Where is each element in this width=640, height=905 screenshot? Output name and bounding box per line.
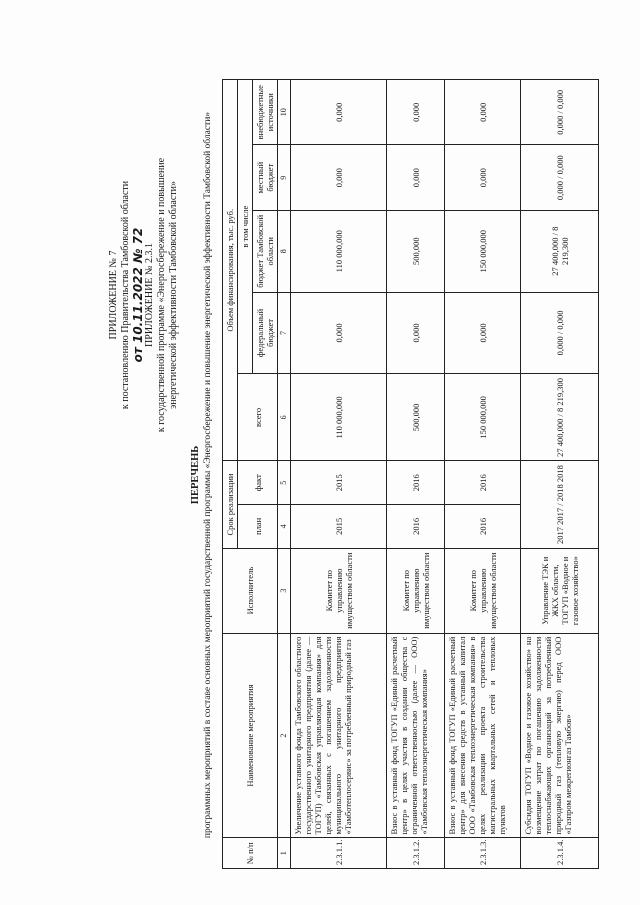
col-number: 7 — [278, 292, 291, 374]
appendix-title: ПРИЛОЖЕНИЕ № 7 — [108, 250, 119, 340]
col-number: 1 — [278, 838, 291, 869]
handwritten-date: от 10.11.2022 № 72 — [131, 227, 145, 363]
col-header-federal: федеральный бюджет — [253, 292, 278, 374]
row-local: 0,000 — [445, 145, 521, 210]
row-offbudget: 0,000 — [387, 80, 445, 146]
col-header-local: местный бюджет — [253, 145, 278, 210]
row-plan: 2015 — [291, 505, 387, 549]
row-total: 110 000,000 — [291, 374, 387, 461]
row-number: 2.3.1.4. — [521, 838, 599, 869]
row-executor: Управление ТЭК и ЖКХ области, ТОГУП «Водное и газовое хозяйство» — [521, 548, 599, 633]
row-regional: 150 000,000 — [445, 210, 521, 292]
row-fact: 2016 — [445, 461, 521, 505]
document-subtitle: программных мероприятий в составе основных мероприятий государственной программы «Энергосбережение и повышение энергетической эффективности Тамбовской области» — [203, 111, 213, 839]
row-offbudget: 0,000 / 0,000 — [521, 80, 599, 146]
row-name: Субсидия ТОГУП «Водное и газовое хозяйство» на возмещение затрат по погашению задолженности теплоснабжающих организаций за потребленный природный газ (тепловую энергию) перед ООО «Газпром межрегионгаз Тамбов» — [521, 633, 599, 838]
row-federal: 0,000 / 0,000 — [521, 292, 599, 374]
rotated-sheet — [100, 75, 580, 875]
col-header-funding: Объем финансирования, тыс. руб. — [223, 80, 238, 461]
col-number: 3 — [278, 548, 291, 633]
col-header-number: № п/п — [223, 838, 278, 869]
row-total: 150 000,000 — [445, 374, 521, 461]
row-offbudget: 0,000 — [291, 80, 387, 146]
row-name: Взнос в уставный фонд ТОГУП «Единый расчетный центр» в целях участия в создании общества с ограниченной ответственностью (далее — ООО) «Тамбовская теплоэнергетическая компания» — [387, 633, 445, 838]
row-name: Увеличение уставного фонда Тамбовского областного государственного унитарного предприятия (далее — ТОГУП) «Тамбовская управляющая компания» для целей, связанных с погашением задолженности муниципального унитарного предприятия «Тамботеплосервис» за потребленный природный газ — [291, 633, 387, 838]
col-number: 4 — [278, 505, 291, 549]
sub-appendix-title: ПРИЛОЖЕНИЕ № 2.3.1 — [144, 243, 155, 347]
col-header-total: всего — [238, 374, 278, 461]
table-row — [387, 80, 445, 869]
row-plan: 2017 2017 / 2018 2018 — [521, 461, 599, 548]
col-number: 5 — [278, 461, 291, 505]
row-regional: 500,000 — [387, 210, 445, 292]
program-ref-2: энергетической эффективности Тамбовской области» — [168, 180, 179, 410]
row-number: 2.3.1.2. — [387, 838, 445, 869]
row-total: 27 400,000 / 8 219,300 — [521, 374, 599, 461]
row-regional: 27 400,000 / 8 219,300 — [521, 210, 599, 292]
col-number: 10 — [278, 80, 291, 146]
row-executor: Комитет по управлению имуществом области — [445, 548, 521, 633]
row-total: 500,000 — [387, 374, 445, 461]
program-ref-1: к государственной программе «Энергосбережение и повышение — [156, 157, 167, 433]
measures-table — [222, 79, 599, 869]
col-header-fact: факт — [238, 461, 278, 505]
row-federal: 0,000 — [445, 292, 521, 374]
col-header-regional: бюджет Тамбовской области — [253, 210, 278, 292]
row-fact: 2015 — [291, 461, 387, 505]
appendix-header — [108, 85, 180, 505]
row-number: 2.3.1.1. — [291, 838, 387, 869]
row-local: 0,000 — [291, 145, 387, 210]
col-number: 9 — [278, 145, 291, 210]
col-number: 6 — [278, 374, 291, 461]
col-header-offbudget: внебюджетные источники — [253, 80, 278, 146]
col-header-executor: Исполнитель — [223, 548, 278, 633]
row-plan: 2016 — [387, 505, 445, 549]
row-federal: 0,000 — [387, 292, 445, 374]
row-fact: 2016 — [387, 461, 445, 505]
row-federal: 0,000 — [291, 292, 387, 374]
row-local: 0,000 / 0,000 — [521, 145, 599, 210]
col-header-including: в том числе — [238, 80, 253, 374]
col-number: 8 — [278, 210, 291, 292]
decree-ref: к постановлению Правительства Тамбовской области — [120, 180, 131, 410]
row-number: 2.3.1.3. — [445, 838, 521, 869]
row-executor: Комитет по управлению имуществом области — [291, 548, 387, 633]
col-number: 2 — [278, 633, 291, 838]
table-row — [445, 80, 521, 869]
row-regional: 110 000,000 — [291, 210, 387, 292]
column-number-row — [278, 80, 291, 869]
table-row — [521, 80, 599, 869]
table-row — [291, 80, 387, 869]
document-title: ПЕРЕЧЕНЬ — [190, 445, 201, 505]
row-local: 0,000 — [387, 145, 445, 210]
row-plan: 2016 — [445, 505, 521, 549]
row-offbudget: 0,000 — [445, 80, 521, 146]
col-header-period: Срок реализации — [223, 461, 238, 548]
row-executor: Комитет по управлению имуществом области — [387, 548, 445, 633]
col-header-name: Наименование мероприятия — [223, 633, 278, 838]
row-name: Взнос в уставный фонд ТОГУП «Единый расчетный центр» для внесения средств в уставный капитал ООО «Тамбовская теплоэнергетическая компания» в целях реализации проекта строительства магистральных квартальных сетей и тепловых пунктов — [445, 633, 521, 838]
col-header-plan: план — [238, 505, 278, 549]
